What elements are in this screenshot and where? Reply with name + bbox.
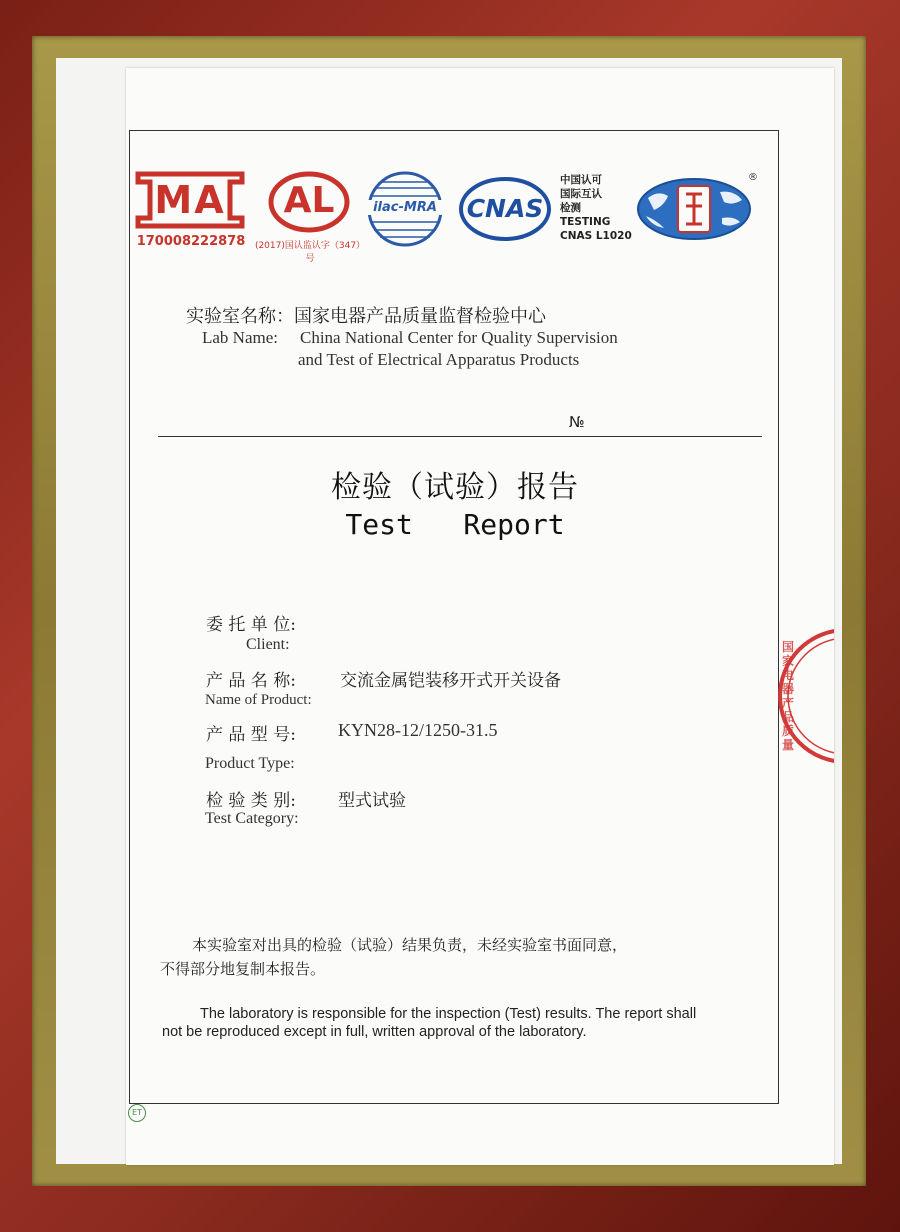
field-test-category-label-en: Test Category: (205, 810, 299, 827)
report-number-label: № (569, 413, 585, 431)
lab-name-cn (186, 302, 546, 328)
cma-letters: MA (154, 178, 226, 222)
notice-en-line-1: The laboratory is responsible for the inspection (Test) results. The report shall (200, 1006, 697, 1022)
lab-value-cn: 国家电器产品质量监督检验中心 (294, 306, 546, 327)
field-product-name-value: 交流金属铠装移开式开关设备 (340, 671, 561, 691)
lab-label-en: Lab Name: (202, 328, 278, 347)
cal-letters: AL (283, 180, 335, 221)
field-product-type-value: KYN28-12/1250-31.5 (338, 720, 498, 740)
seal-text: 国家电器产品质量 (782, 640, 795, 752)
registered-mark: ® (748, 172, 758, 183)
red-seal (776, 626, 834, 766)
field-test-category-label-cn: 检 验 类 别: (206, 791, 296, 811)
cma-number: 170008222878 (136, 234, 246, 249)
cnas-line-1: 中国认可 (560, 174, 602, 186)
report-title-en: Test Report (345, 508, 565, 541)
report-title-cn: 检验（试验）报告 (331, 470, 579, 505)
field-test-category-value: 型式试验 (338, 791, 406, 811)
lab-value-en-line-1: China National Center for Quality Supervision (300, 328, 618, 347)
cal-logo (254, 170, 366, 264)
footer-mark-text: ET (132, 1108, 142, 1117)
cnas-line-4: TESTING (560, 216, 611, 228)
cqc-globe-icon (634, 176, 754, 242)
cnas-line-2: 国际互认 (560, 188, 602, 200)
footer-mark (128, 1104, 146, 1122)
cma-logo (134, 170, 246, 252)
field-product-name-label-cn: 产 品 名 称: (206, 671, 296, 691)
header-rule (158, 436, 762, 437)
cnas-line-3: 检测 (560, 202, 581, 214)
cnas-text: CNAS (466, 194, 544, 223)
notice-cn-line-1: 本实验室对出具的检验（试验）结果负责，未经实验室书面同意， (192, 936, 628, 954)
cal-note: (2017)国认监认字（347）号 (254, 241, 366, 264)
field-client-label-en: Client: (246, 636, 290, 653)
field-product-type-label-cn: 产 品 型 号: (206, 725, 296, 745)
field-product-type-label-en: Product Type: (205, 755, 295, 772)
notice-en-line-2: not be reproduced except in full, written approval of the laboratory. (162, 1024, 587, 1040)
field-product-name-label-en: Name of Product: (205, 692, 312, 708)
lab-value-en-line-2: and Test of Electrical Apparatus Products (298, 350, 580, 369)
cnas-line-5: CNAS L1020 (560, 230, 632, 242)
cnas-logo (458, 176, 552, 242)
lab-label-cn: 实验室名称： (186, 306, 294, 327)
cqc-logo (634, 172, 762, 246)
field-client-label-cn: 委 托 单 位: (206, 615, 296, 635)
cnas-accreditation-text (560, 173, 640, 243)
notice-cn-line-2: 不得部分地复制本报告。 (160, 960, 326, 978)
ilac-mra-logo (366, 170, 444, 248)
ilac-mra-text: ilac-MRA (366, 200, 444, 215)
